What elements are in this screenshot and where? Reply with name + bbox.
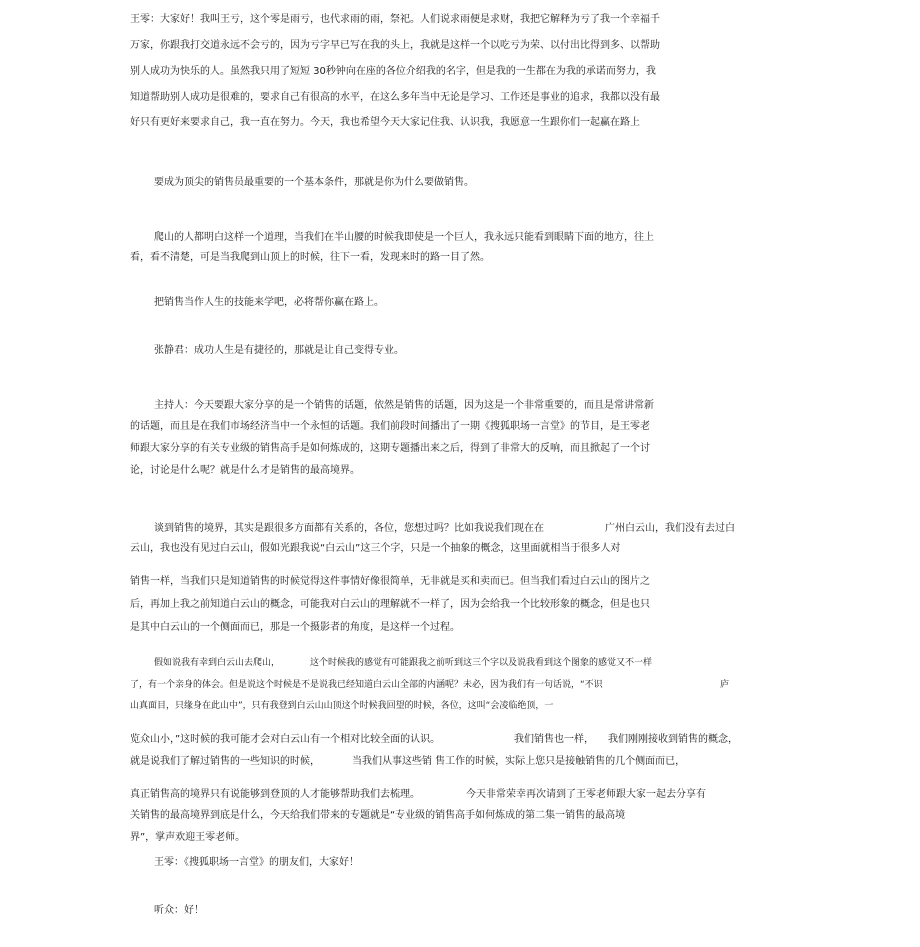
text-line: 谈到销售的境界，其实是跟很多方面都有关系的，各位，您想过吗？比如我说我们现在在 — [154, 523, 544, 534]
text-line: 云山，我也没有见过白云山，假如光跟我说“白云山”这三个字，只是一个抽象的概念，这里面就相当于很多人对 — [130, 543, 621, 554]
text-line: 当我们从事这些销 售工作的时候，实际上您只是接触销售的几个侧面而已， — [352, 756, 686, 767]
text-line: 看，看不清楚，可是当我爬到山顶上的时候，往下一看，发现来时的路一目了然。 — [130, 252, 490, 263]
text-line: 万家，你跟我打交道永远不会亏的，因为亏字早已写在我的头上，我就是这样一个以吃亏为荣、以付出比得到多、以帮助 — [130, 40, 660, 51]
text-line: 山真面目，只缘身在此山中”，只有我登到白云山山顶这个时候我回望的时候，各位，这叫“会凌临绝顶，一 — [130, 701, 554, 711]
text-line: 是其中白云山的一个侧面而已，那是一个摄影者的角度，是这样一个过程。 — [130, 622, 460, 633]
text-line: 师跟大家分享的有关专业级的销售高手是如何炼成的，这期专题播出来之后，得到了非常大的反响，而且掀起了一个讨 — [130, 443, 650, 454]
text-line: 知道帮助别人成功是很难的，要求自己有很高的水平，在这么多年当中无论是学习、工作还是事业的追求，我都以没有最 — [130, 92, 660, 103]
text-line: 好只有更好来要求自己，我一直在努力。今天，我也希望今天大家记住我、认识我，我愿意一生跟你们一起赢在路上 — [130, 117, 640, 128]
text-line: 后，再加上我之前知道白云山的概念，可能我对白云山的理解就不一样了，因为会给我一个比较形象的概念，但是也只 — [130, 599, 650, 610]
text-line: 广州白云山，我们没有去过白 — [605, 523, 735, 534]
text-line: 庐 — [720, 680, 730, 690]
text-line: 界”，掌声欢迎王零老师。 — [130, 832, 246, 843]
text-line: 张静君：成功人生是有捷径的，那就是让自己变得专业。 — [154, 345, 404, 356]
text-line: 王零：《搜狐职场一言堂》的朋友们，大家好！ — [154, 857, 359, 868]
text-line: 别人成功为快乐的人。虽然我只用了短短 30秒钟向在座的各位介绍我的名字，但是我的一生都在为我的承诺而努力，我 — [130, 66, 656, 77]
text-line: 的话题，而且是在我们市场经济当中一个永恒的话题。我们前段时间播出了一期《搜狐职场一言堂》的节目，是王零老 — [130, 421, 650, 432]
text-line: 论，讨论是什么呢？就是什么才是销售的最高境界。 — [130, 465, 360, 476]
text-line: 销售一样，当我们只是知道销售的时候觉得这件事情好像很简单，无非就是买和卖而已。但当我们看过白云山的图片之 — [130, 576, 650, 587]
text-line: 我们销售也一样， — [514, 734, 594, 745]
text-line: 假如说我有幸到白云山去爬山， — [154, 658, 281, 668]
text-line: 听众：好！ — [154, 905, 204, 916]
text-line: 关销售的最高境界到底是什么，今天给我们带来的专题就是“专业级的销售高手如何炼成的第二集一销售的最高境 — [130, 810, 626, 821]
text-line: 这个时候我的感觉有可能跟我之前听到这三个字以及说我看到这个图象的感觉又不一样 — [310, 658, 653, 668]
text-line: 爬山的人都明白这样一个道理，当我们在半山腰的时候我即使是一个巨人，我永远只能看到眼睛下面的地方，往上 — [154, 232, 654, 243]
text-line: 就是说我们了解过销售的一些知识的时候， — [130, 756, 320, 767]
text-line: 要成为顶尖的销售员最重要的一个基本条件，那就是你为什么要做销售。 — [154, 177, 474, 188]
text-line: 真正销售高的境界只有说能够到登顶的人才能够帮助我们去梳理。 — [130, 789, 420, 800]
text-line: 我们刚刚接收到销售的概念， — [608, 734, 738, 745]
text-line: 今天非常荣幸再次请到了王零老师跟大家一起去分享有 — [466, 789, 706, 800]
text-line: 把销售当作人生的技能来学吧，必将帮你赢在路上。 — [154, 297, 384, 308]
text-line: 览众山小，”这时候的我可能才会对白云山有一个相对比较全面的认识。 — [130, 734, 441, 745]
text-line: 主持人：今天要跟大家分享的是一个销售的话题，依然是销售的话题，因为这是一个非常重要的，而且是常讲常新 — [154, 400, 654, 411]
text-line: 了，有一个亲身的体会。但是说这个时候是不是说我已经知道白云山全部的内涵呢？未必，因为我们有一句话说，“不识 — [130, 680, 603, 690]
text-line: 王零：大家好！我叫王亏，这个零是雨亏，也代求雨的雨，祭祀。人们说求雨便是求财，我把它解释为亏了我一个幸福千 — [130, 14, 660, 25]
